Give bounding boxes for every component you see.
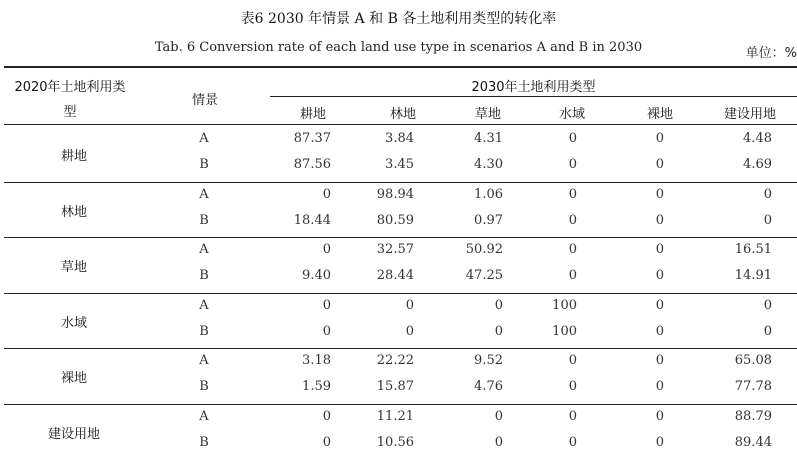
- table-cell: 3.84: [385, 131, 414, 146]
- scenario-label: B: [199, 157, 209, 172]
- table-cell: 0: [568, 353, 577, 368]
- table-cell: 0: [494, 408, 503, 424]
- table-cell: 0: [494, 297, 503, 313]
- row-category: 耕地: [60, 149, 87, 164]
- group-divider: [4, 404, 797, 405]
- table-cell: 0: [494, 323, 503, 339]
- unit-label: 单位：%: [745, 46, 797, 61]
- table-cell: 0: [322, 186, 331, 202]
- row-category: 林地: [60, 204, 87, 220]
- table-cell: 0: [494, 434, 503, 450]
- table-cell: 32.57: [376, 242, 414, 257]
- table-cell: 0: [322, 242, 331, 257]
- table-cell: 1.06: [474, 186, 503, 202]
- header-landuse-2020-line2: 型: [63, 105, 77, 120]
- table-cell: 4.76: [474, 379, 503, 394]
- table-cell: 0: [568, 408, 577, 424]
- column-header: 林地: [389, 107, 416, 122]
- table-cell: 87.56: [293, 157, 331, 172]
- table-title-en: Tab. 6 Conversion rate of each land use type in scenarios A and B in 2030: [154, 40, 643, 55]
- table-cell: 0: [655, 353, 664, 368]
- header-landuse-2030: 2030年土地利用类型: [471, 80, 596, 95]
- table-cell: 0: [655, 212, 664, 228]
- scenario-label: B: [199, 379, 209, 394]
- table-cell: 0: [655, 268, 664, 283]
- group-divider: [4, 348, 797, 349]
- table-cell: 11.21: [376, 408, 414, 424]
- table-cell: 1.59: [302, 379, 331, 394]
- table-cell: 10.56: [376, 434, 414, 450]
- table-cell: 0: [322, 408, 331, 424]
- table-cell: 0: [568, 379, 577, 394]
- table-title-cn: 表6 2030 年情景 A 和 B 各土地利用类型的转化率: [240, 11, 557, 27]
- header-landuse-2020-line1: 2020年土地利用类: [14, 80, 126, 95]
- table-cell: 3.18: [302, 353, 331, 368]
- table-cell: 22.22: [376, 353, 414, 368]
- table-cell: 16.51: [734, 242, 772, 257]
- scenario-label: A: [199, 131, 209, 146]
- scenario-label: B: [199, 268, 209, 283]
- table-cell: 4.69: [743, 157, 772, 172]
- table-cell: 0: [655, 379, 664, 394]
- group-divider: [4, 237, 797, 238]
- table-cell: 0: [405, 297, 414, 313]
- scenario-label: A: [199, 353, 209, 368]
- row-category: 建设用地: [47, 426, 100, 442]
- table-cell: 9.52: [474, 353, 503, 368]
- table-cell: 88.79: [734, 408, 772, 424]
- table-cell: 3.45: [385, 157, 414, 172]
- table-cell: 18.44: [293, 212, 331, 228]
- table-cell: 0: [655, 323, 664, 339]
- table-cell: 77.78: [734, 379, 772, 394]
- column-header: 草地: [474, 107, 501, 122]
- table-cell: 50.92: [465, 242, 503, 257]
- table-cell: 0: [568, 157, 577, 172]
- scenario-label: A: [199, 297, 209, 313]
- header-bottom-rule: [4, 124, 797, 125]
- table-cell: 0: [568, 186, 577, 202]
- scenario-label: A: [199, 242, 209, 257]
- table-cell: 0: [568, 131, 577, 146]
- table-cell: 0: [763, 186, 772, 202]
- table-cell: 0: [655, 186, 664, 202]
- table-cell: 0: [655, 157, 664, 172]
- column-header: 耕地: [299, 107, 326, 122]
- table-cell: 28.44: [376, 268, 414, 283]
- table-cell: 4.31: [474, 131, 503, 146]
- table-cell: 0: [568, 434, 577, 450]
- table-cell: 4.30: [474, 157, 503, 172]
- column-header: 水域: [558, 107, 585, 122]
- header-sub-rule: [270, 96, 797, 97]
- table-cell: 0: [568, 242, 577, 257]
- table-cell: 98.94: [376, 186, 414, 202]
- scenario-label: B: [199, 434, 209, 450]
- table-cell: 0: [568, 268, 577, 283]
- table-cell: 0: [322, 434, 331, 450]
- table-cell: 87.37: [293, 131, 331, 146]
- group-divider: [4, 182, 797, 183]
- table-cell: 0: [763, 297, 772, 313]
- table-cell: 0: [655, 242, 664, 257]
- table-cell: 0: [763, 212, 772, 228]
- table-cell: 9.40: [302, 268, 331, 283]
- table-cell: 0: [763, 323, 772, 339]
- table-cell: 0: [655, 408, 664, 424]
- table-cell: 15.87: [376, 379, 414, 394]
- table-cell: 0: [655, 297, 664, 313]
- table-cell: 0: [655, 131, 664, 146]
- table-cell: 100: [552, 297, 577, 313]
- table-cell: 0: [322, 323, 331, 339]
- table-cell: 0: [322, 297, 331, 313]
- table-cell: 89.44: [734, 434, 772, 450]
- table-cell: 0.97: [474, 212, 503, 228]
- row-category: 草地: [60, 260, 87, 275]
- column-header: 建设用地: [723, 107, 776, 122]
- table-cell: 80.59: [376, 212, 414, 228]
- table-cell: 0: [568, 212, 577, 228]
- table-cell: 100: [552, 323, 577, 339]
- scenario-label: A: [199, 408, 209, 424]
- top-rule: [4, 66, 797, 68]
- table-cell: 14.91: [734, 268, 772, 283]
- scenario-label: A: [199, 186, 209, 202]
- scenario-label: B: [199, 212, 209, 228]
- group-divider: [4, 293, 797, 294]
- table-cell: 0: [405, 323, 414, 339]
- table-cell: 0: [655, 434, 664, 450]
- row-category: 水域: [60, 315, 87, 331]
- table-cell: 4.48: [743, 131, 772, 146]
- row-category: 裸地: [60, 371, 87, 386]
- table-cell: 47.25: [465, 268, 503, 283]
- table-cell: 65.08: [734, 353, 772, 368]
- scenario-label: B: [199, 323, 209, 339]
- header-scenario: 情景: [191, 93, 218, 108]
- column-header: 裸地: [646, 107, 673, 122]
